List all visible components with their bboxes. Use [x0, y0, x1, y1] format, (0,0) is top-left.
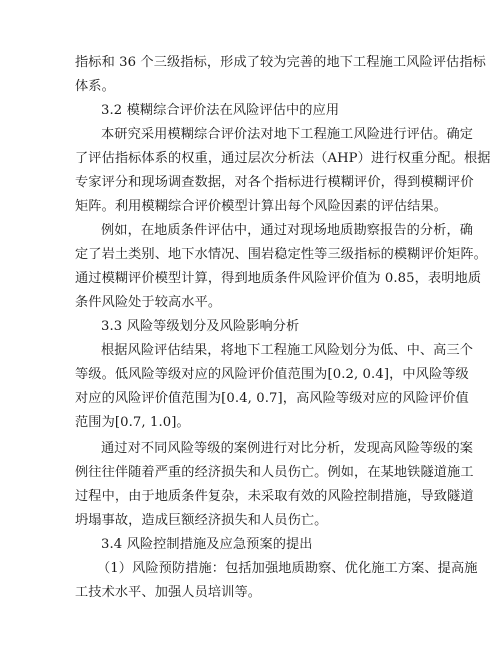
body-text-line: 例如，在地质条件评估中，通过对现场地质勘察报告的分析，确 [101, 223, 474, 238]
body-text-line: 专家评分和现场调查数据，对各个指标进行模糊评价，得到模糊评价 [75, 175, 474, 190]
body-text-line: 等级。低风险等级对应的风险评价值范围为[0.2, 0.4]，中风险等级 [75, 367, 469, 382]
body-text-line: 根据风险评估结果，将地下工程施工风险划分为低、中、高三个 [101, 343, 474, 358]
body-text-line: 范围为[0.7, 1.0]。 [75, 415, 190, 430]
body-text-line: 条件风险处于较高水平。 [75, 295, 222, 310]
section-heading-3-4: 3.4 风险控制措施及应急预案的提出 [101, 537, 313, 552]
body-text-line: 过程中，由于地质条件复杂，未采取有效的风险控制措施，导致隧道 [75, 489, 474, 504]
body-text-line: 工技术水平、加强人员培训等。 [75, 585, 262, 600]
body-text-line: 了评估指标体系的权重，通过层次分析法（AHP）进行权重分配。根据 [75, 151, 491, 166]
body-text-line: 定了岩土类别、地下水情况、围岩稳定性等三级指标的模糊评价矩阵。 [75, 247, 487, 262]
body-text-line: 通过对不同风险等级的案例进行对比分析，发现高风险等级的案 [101, 441, 474, 456]
section-heading-3-2: 3.2 模糊综合评价法在风险评估中的应用 [101, 103, 340, 118]
section-heading-3-3: 3.3 风险等级划分及风险影响分析 [101, 319, 300, 334]
body-text-line: 例往往伴随着严重的经济损失和人员伤亡。例如，在某地铁隧道施工 [75, 465, 474, 480]
body-text-line: 矩阵。利用模糊综合评价模型计算出每个风险因素的评估结果。 [75, 199, 448, 214]
body-text-line: 坍塌事故，造成巨额经济损失和人员伤亡。 [75, 513, 328, 528]
body-text-line: 体系。 [75, 79, 115, 94]
body-text-line: 本研究采用模糊综合评价法对地下工程施工风险进行评估。确定 [101, 127, 474, 142]
body-text-line: 通过模糊评价模型计算，得到地质条件风险评价值为 0.85，表明地质 [75, 271, 482, 286]
body-text-line: （1）风险预防措施：包括加强地质勘察、优化施工方案、提高施 [97, 561, 478, 576]
body-text-line: 对应的风险评价值范围为[0.4, 0.7]，高风险等级对应的风险评价值 [75, 391, 469, 406]
body-text-line: 指标和 36 个三级指标，形成了较为完善的地下工程施工风险评估指标 [75, 55, 486, 70]
